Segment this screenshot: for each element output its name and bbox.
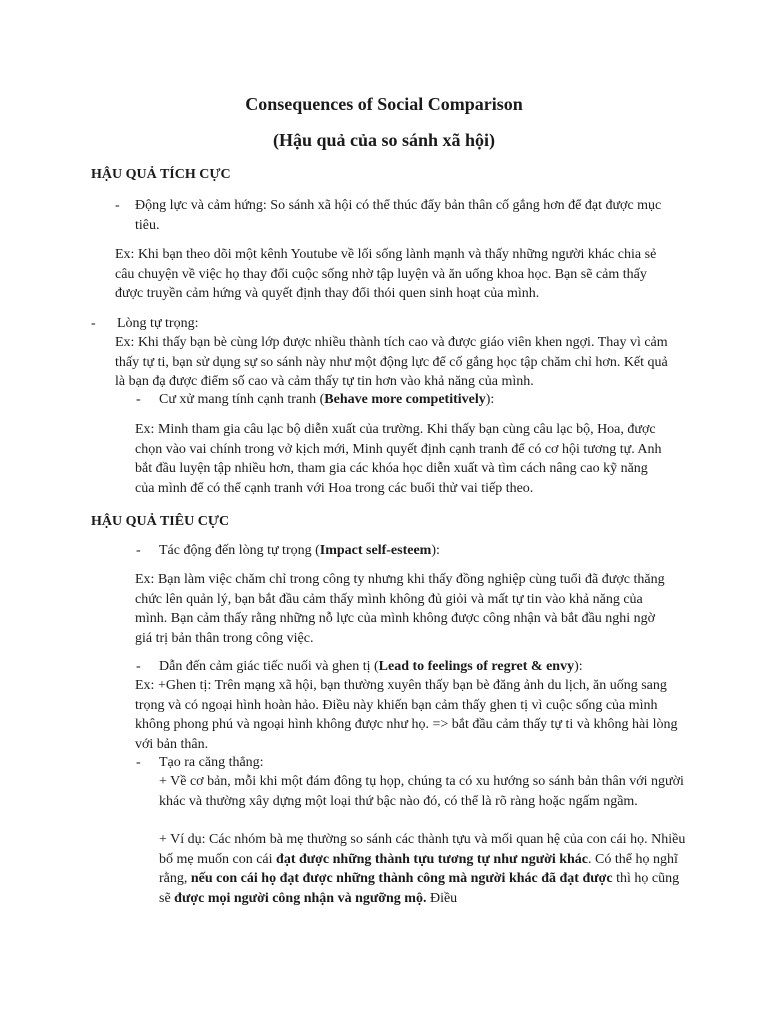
sub-2-d: nếu con cái họ đạt được những thành công mà người khác đã đạt được — [190, 871, 613, 886]
neg-bullet-1-bold: Impact self-esteem — [319, 543, 432, 558]
negative-bullet-3: Tạo ra căng thẳng: — [159, 755, 264, 770]
bullet-dash: - — [136, 755, 141, 770]
positive-bullet-2: Lòng tự trọng: — [117, 316, 199, 331]
negative-sub-point-1: + Về cơ bản, mỗi khi một đám đông tụ họp, chúng ta có xu hướng so sánh bản thân với người khác và thường xây dựng một loại thứ bậc nào đó, có thể là rõ ràng hoặc ngấm ngầm. — [159, 774, 684, 809]
sub-2-a: + Ví dụ: Các nhóm bà mẹ thường so sánh các thành tựu và mối quan hệ của con cái họ. Nhiều bố mẹ muốn con cái — [159, 832, 686, 867]
neg-bullet-2-text: Dẫn đến cảm giác tiếc nuối và ghen tị ( — [159, 659, 379, 674]
bullet-3-text: Cư xử mang tính cạnh tranh ( — [159, 392, 325, 407]
bullet-dash: - — [136, 659, 141, 674]
negative-bullet-2 — [159, 657, 583, 677]
negative-example-2: Ex: +Ghen tị: Trên mạng xã hội, bạn thường xuyên thấy bạn bè đăng ảnh du lịch, ăn uống sang trọng và có ngoại hình hoàn hảo. Điều này khiến bạn cảm thấy ghen tị vì cuộc sống của mình không phong phú và ngoại hình không được như họ. => bắt đầu cảm thấy tự ti và không hài lòng với bản thân. — [135, 678, 678, 752]
positive-heading: HẬU QUẢ TÍCH CỰC — [91, 167, 231, 182]
negative-heading: HẬU QUẢ TIÊU CỰC — [91, 514, 230, 529]
negative-bullet-1 — [159, 541, 440, 561]
bullet-3-bold: Behave more competitively — [324, 392, 486, 407]
negative-example-1: Ex: Bạn làm việc chăm chỉ trong công ty nhưng khi thấy đồng nghiệp cùng tuổi đã được thăng chức lên quản lý, bạn bắt đầu cảm thấy mình không đủ giỏi và mất tự tin vào khả năng của mình. Bạn cảm thấy rằng những nỗ lực của mình không được công nhận và bắt đầu nghi ngờ giá trị bản thân trong công việc. — [135, 572, 665, 646]
document-title: Consequences of Social Comparison — [245, 94, 523, 114]
bullet-dash: - — [136, 392, 141, 407]
bullet-dash: - — [91, 316, 96, 331]
positive-example-3: Ex: Minh tham gia câu lạc bộ diễn xuất của trường. Khi thấy bạn cùng câu lạc bộ, Hoa, được chọn vào vai chính trong vở kịch mới, Minh quyết định cạnh tranh để có cơ hội tương tự. Anh bắt đầu luyện tập nhiều hơn, tham gia các khóa học diễn xuất và tìm cách nâng cao kỹ năng của mình để có thể cạnh tranh với Hoa trong các buổi thử vai tiếp theo. — [135, 422, 662, 496]
sub-2-b: đạt được những thành tựu tương tự như người khác — [276, 851, 589, 867]
neg-bullet-2-bold: Lead to feelings of regret & envy — [378, 659, 575, 674]
positive-bullet-3 — [159, 390, 494, 410]
bullet-dash: - — [136, 543, 141, 558]
bullet-3-end: ): — [485, 392, 495, 407]
sub-2-g: Điều — [426, 890, 458, 906]
sub-2-f: được mọi người công nhận và ngưỡng mộ. — [174, 890, 427, 906]
positive-example-2: Ex: Khi thấy bạn bè cùng lớp được nhiều thành tích cao và được giáo viên khen ngợi. Thay vì cảm thấy tự ti, bạn sử dụng sự so sánh này như một động lực để cố gắng học tập chăm chỉ hơn. Kết quả là bạn đạ được điểm số cao và cảm thấy tự tin hơn vào khả năng của mình. — [115, 335, 668, 389]
positive-bullet-1: Động lực và cảm hứng: So sánh xã hội có thể thúc đẩy bản thân cố gắng hơn để đạt được mục tiêu. — [135, 198, 662, 233]
bullet-dash: - — [115, 198, 120, 213]
positive-example-1: Ex: Khi bạn theo dõi một kênh Youtube về lối sống lành mạnh và thấy những người khác chia sẻ câu chuyện về việc họ thay đổi cuộc sống nhờ tập luyện và ăn uống khoa học. Bạn sẽ cảm thấy được truyền cảm hứng và quyết định thay đổi thói quen sinh hoạt của mình. — [115, 247, 657, 301]
neg-bullet-2-end: ): — [574, 659, 583, 674]
neg-bullet-1-end: ): — [431, 543, 440, 558]
negative-sub-point-2 — [159, 830, 689, 908]
sub-2-c: . Có thể họ nghĩ rằng, — [159, 851, 678, 886]
neg-bullet-1-text: Tác động đến lòng tự trọng ( — [159, 543, 320, 558]
sub-2-e: thì họ cũng sẽ — [159, 871, 680, 906]
document-subtitle: (Hậu quả của so sánh xã hội) — [272, 130, 496, 150]
